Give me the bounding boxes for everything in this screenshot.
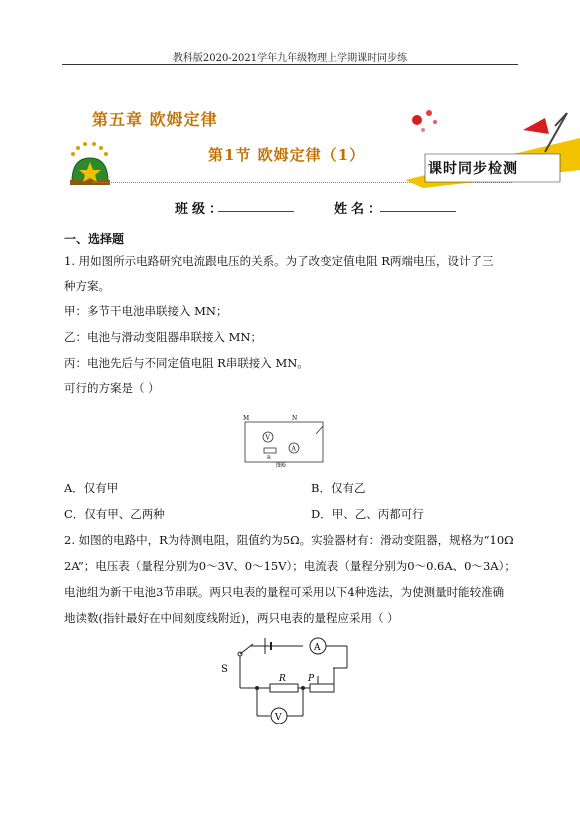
section-title: 第1节 欧姆定律（1） — [208, 146, 366, 164]
name-blank[interactable] — [380, 211, 456, 212]
q1-stem-line2: 种方案。 — [64, 279, 110, 293]
q2-stem-line4: 地读数(指针最好在中间刻度线附近)，两只电表的量程应采用（ ） — [64, 611, 399, 625]
q1-circuit-diagram — [240, 412, 330, 470]
banner-label: 课时同步检测 — [428, 161, 518, 177]
q1-fig-ammeter: A — [291, 445, 296, 453]
q1-option-a[interactable]: A．仅有甲 — [64, 481, 119, 495]
q1-plan-jia: 甲：多节干电池串联接入 MN； — [64, 304, 228, 318]
q2-fig-voltmeter: V — [275, 713, 282, 723]
q2-stem-line3: 电池组为新干电池3节串联。两只电表的量程可采用以下4种选法，为使测量时能较准确 — [64, 585, 505, 599]
q2-stem-line1: 2. 如图的电路中，R为待测电阻，阻值约为5Ω。实验器材有：滑动变阻器，规格为“10Ω — [64, 533, 514, 547]
q1-fig-voltmeter: V — [265, 434, 270, 442]
q1-stem-line1: 1. 用如图所示电路研究电流跟电压的关系。为了改变定值电阻 R两端电压，设计了三 — [64, 254, 494, 268]
header-divider — [62, 64, 518, 65]
q1-option-b[interactable]: B．仅有乙 — [311, 481, 366, 495]
star-badge-icon — [68, 140, 112, 186]
chapter-title: 第五章 欧姆定律 — [92, 110, 218, 129]
q2-fig-resistor: R — [279, 674, 286, 684]
name-label: 姓名： — [334, 202, 386, 217]
q2-stem-line2: 2A”；电压表（量程分别为0～3V、0～15V）；电流表（量程分别为0～0.6A、0～3A）； — [64, 559, 516, 573]
q1-plan-bing: 丙：电池先后与不同定值电阻 R串联接入 MN。 — [64, 356, 309, 370]
class-blank[interactable] — [218, 211, 294, 212]
q1-fig-label-n: N — [292, 415, 298, 422]
q1-plan-yi: 乙：电池与滑动变阻器串联接入 MN； — [64, 330, 262, 344]
part-title: 一、选择题 — [64, 232, 125, 246]
page-header: 教科版2020-2021学年九年级物理上学期课时同步练 — [172, 53, 408, 64]
class-label: 班级： — [175, 202, 227, 217]
q2-fig-ammeter: A — [314, 643, 321, 653]
q1-fig-label-m: M — [243, 415, 250, 422]
q2-fig-slider: P — [308, 674, 315, 684]
q2-fig-switch: S — [221, 664, 228, 675]
q2-circuit-diagram — [215, 632, 355, 724]
q1-fig-resistor: R — [267, 455, 271, 461]
q1-prompt: 可行的方案是（ ） — [64, 381, 160, 395]
q1-fig-caption: 图6 — [276, 462, 286, 469]
q1-option-c[interactable]: C．仅有甲、乙两种 — [64, 507, 165, 521]
q1-option-d[interactable]: D．甲、乙、丙都可行 — [311, 507, 424, 521]
